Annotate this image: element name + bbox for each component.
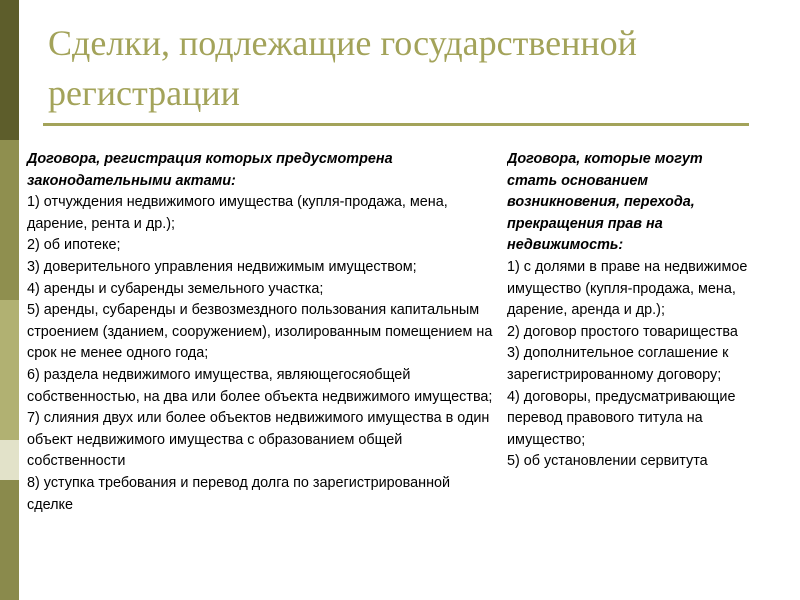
- list-item: 2) договор простого товарищества: [507, 323, 738, 340]
- left-column: [27, 149, 499, 516]
- sidebar-block: [0, 480, 19, 600]
- list-item: 2) об ипотеке;: [27, 237, 121, 254]
- right-heading-line: стать основанием: [507, 172, 649, 189]
- right-item-line: перевод правового титула на: [507, 410, 703, 427]
- title-underline: [43, 123, 749, 126]
- sidebar-block: [0, 140, 19, 300]
- right-item-line: 3) дополнительное соглашение к: [507, 345, 729, 362]
- list-item: 6) раздела недвижимого имущества, являющегосяобщей собственностью, на два или более объекта недвижимого имущества;: [27, 366, 493, 405]
- list-item: 5) об установлении сервитута: [507, 453, 708, 470]
- right-heading-line: недвижимость:: [507, 237, 624, 254]
- right-column: [507, 149, 800, 473]
- right-item-line: 4) договоры, предусматривающие: [507, 388, 736, 405]
- right-item-line: 1) с долями в праве на недвижимое: [507, 258, 748, 275]
- list-item: 3) доверительного управления недвижимым имуществом;: [27, 258, 417, 275]
- list-item: 7) слияния двух или более объектов недвижимого имущества в один объект недвижимого имущества с образованием общей собственности: [27, 410, 490, 470]
- list-item: 5) аренды, субаренды и безвозмездного пользования капитальным строением (зданием, сооружением), изолированным помещением на срок не менее одного года;: [27, 302, 493, 362]
- right-item-line: зарегистрированному договору;: [507, 366, 722, 383]
- sidebar-block: [0, 440, 19, 480]
- right-heading-line: возникновения, перехода,: [507, 194, 695, 211]
- right-item-line: дарение, аренда и др.);: [507, 302, 665, 319]
- decorative-sidebar: [0, 0, 19, 600]
- right-heading-line: прекращения прав на: [507, 215, 663, 232]
- list-item: 1) отчуждения недвижимого имущества (купля-продажа, мена, дарение, рента и др.);: [27, 194, 448, 232]
- right-item-line: имущество (купля-продажа, мена,: [507, 280, 736, 297]
- sidebar-block: [0, 300, 19, 440]
- left-column-heading: Договора, регистрация которых предусмотрена законодательными актами:: [27, 151, 393, 189]
- list-item: 4) аренды и субаренды земельного участка;: [27, 280, 324, 297]
- slide-title: Сделки, подлежащие государственной регистрации: [48, 23, 637, 113]
- right-item-line: имущество;: [507, 431, 586, 448]
- list-item: 8) уступка требования и перевод долга по зарегистрированной сделке: [27, 474, 451, 513]
- sidebar-block: [0, 0, 19, 140]
- right-heading-line: Договора, которые могут: [507, 151, 703, 167]
